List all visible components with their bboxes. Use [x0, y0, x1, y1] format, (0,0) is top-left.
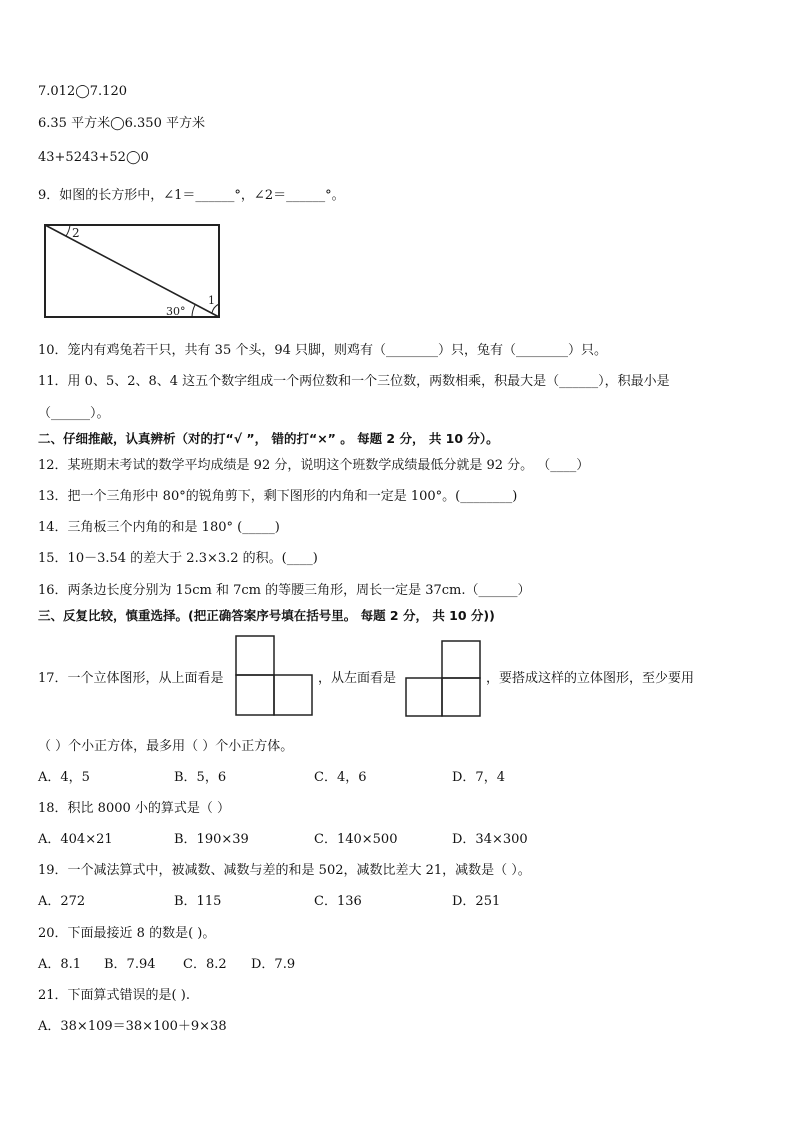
option-b: B．5，6	[174, 770, 227, 785]
question-10: 10．笼内有鸡兔若干只，共有 35 个头，94 只脚，则鸡有（________）只，兔有（________）只。	[38, 343, 608, 358]
question-11-line2: （______）。	[38, 406, 110, 421]
question-17-options	[38, 769, 738, 787]
question-13: 13．把一个三角形中 80°的锐角剪下，剩下图形的内角和一定是 100°。(________)	[38, 489, 518, 504]
question-21-option-a: A．38×109＝38×100＋9×38	[38, 1019, 227, 1034]
rectangle-figure	[42, 222, 222, 320]
question-11-line1: 11．用 0、5、2、8、4 这五个数字组成一个两位数和一个三位数，两数相乘，积最大是（______），积最小是	[38, 374, 670, 389]
question-17-part1: 17．一个立体图形，从上面看是	[38, 671, 224, 686]
question-17-line2: （ ）个小正方体，最多用（ ）个小正方体。	[38, 739, 294, 754]
angle-30-label: 30°	[166, 305, 186, 318]
question-9: 9．如图的长方形中，∠1＝______°，∠2＝______°。	[38, 188, 345, 203]
comparison-1: 7.012◯7.120	[38, 84, 127, 99]
question-12: 12．某班期末考试的数学平均成绩是 92 分，说明这个班数学成绩最低分就是 92 分。 （____）	[38, 458, 590, 473]
question-18-options	[38, 831, 738, 849]
option-c: C．136	[314, 894, 362, 909]
question-19: 19．一个减法算式中，被减数、减数与差的和是 502，减数比差大 21，减数是（ ）。	[38, 863, 531, 878]
comparison-2: 6.35 平方米◯6.350 平方米	[38, 116, 205, 131]
question-14: 14．三角板三个内角的和是 180° (_____)	[38, 520, 280, 535]
option-a: A．8.1	[38, 957, 82, 972]
angle-2-label: 2	[72, 226, 80, 240]
question-18: 18．积比 8000 小的算式是（ ）	[38, 801, 231, 816]
option-c: C．4，6	[314, 770, 367, 785]
section-3-heading: 三、反复比较，慎重选择。(把正确答案序号填在括号里。 每题 2 分， 共 10 分))	[38, 608, 495, 623]
left-view-figure	[405, 640, 483, 718]
option-a: A．404×21	[38, 832, 113, 847]
option-d: D．251	[452, 894, 501, 909]
question-15: 15．10－3.54 的差大于 2.3×3.2 的积。(____)	[38, 551, 318, 566]
top-view-figure	[235, 635, 315, 717]
section-2-heading: 二、仔细推敲，认真辨析（对的打“√ ”， 错的打“×” 。 每题 2 分， 共 10 分）。	[38, 431, 499, 446]
question-20: 20．下面最接近 8 的数是( )。	[38, 926, 216, 941]
question-19-options	[38, 893, 738, 911]
option-b: B．7.94	[104, 957, 156, 972]
option-c: C．140×500	[314, 832, 398, 847]
question-17-part2: ，从左面看是	[318, 671, 397, 686]
option-a: A．4，5	[38, 770, 90, 785]
comparison-3: 43+5243+52◯0	[38, 150, 149, 165]
angle-1-label: 1	[208, 294, 215, 307]
question-16: 16．两条边长度分别为 15cm 和 7cm 的等腰三角形，周长一定是 37cm.（______）	[38, 583, 531, 598]
option-c: C．8.2	[183, 957, 227, 972]
option-b: B．190×39	[174, 832, 249, 847]
option-d: D．34×300	[452, 832, 528, 847]
question-17-part3: ，要搭成这样的立体图形，至少要用	[486, 671, 695, 686]
question-21: 21．下面算式错误的是( ).	[38, 988, 190, 1003]
option-b: B．115	[174, 894, 222, 909]
option-a: A．272	[38, 894, 86, 909]
option-d: D．7.9	[251, 957, 296, 972]
question-20-options	[38, 956, 738, 974]
option-d: D．7，4	[452, 770, 505, 785]
